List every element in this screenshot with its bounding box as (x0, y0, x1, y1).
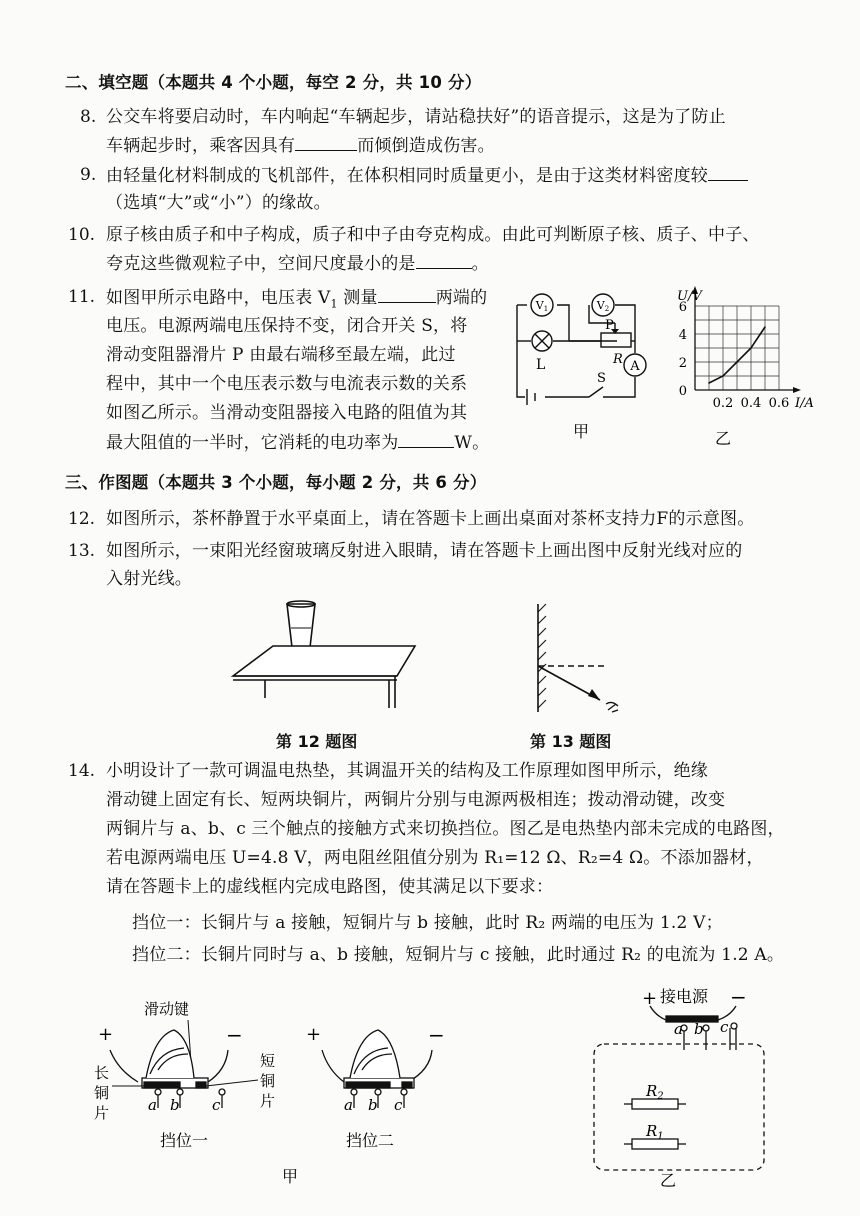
minus-right-1: − (226, 1023, 243, 1047)
section3-heading: 三、作图题（本题共 3 个小题，每小题 2 分，共 6 分） (65, 473, 487, 492)
q10-text-b: 。 (471, 254, 489, 274)
fig13-mirror-ray (520, 600, 640, 720)
y-tick-label: 4 (678, 328, 687, 343)
q10-number: 10. (68, 225, 96, 245)
b-label-2: b (368, 1096, 378, 1114)
svg-text:铜: 铜 (94, 1084, 110, 1102)
q11-text-b: 测量 (337, 288, 378, 308)
q11-ui-chart (655, 272, 814, 450)
lamp-label: L (536, 357, 546, 373)
gear2-label: 挡位二 (346, 1131, 395, 1150)
q14-line5: 请在答题卡上的虚线框内完成电路图，使其满足以下要求： (106, 877, 554, 897)
ammeter-label: A (630, 359, 640, 374)
q13-line2: 入射光线。 (106, 569, 192, 589)
q14-number: 14. (68, 761, 96, 781)
q8-line2 (106, 134, 495, 157)
q13-number: 13. (68, 541, 96, 561)
q12-number: 12. (68, 509, 96, 529)
rheostat-label: R (613, 352, 623, 367)
q11-line2: 电压。电源两端电压保持不变，闭合开关 S，将 (106, 316, 468, 336)
power-label: 接电源 (660, 987, 709, 1006)
slide-key-label: 滑动键 (144, 1000, 190, 1018)
q10-line2 (106, 252, 489, 275)
fig12-table-cup (225, 598, 425, 718)
q10-answer-blank[interactable] (416, 252, 472, 269)
series-point (736, 361, 738, 363)
q11-answer-blank-2[interactable] (398, 431, 454, 448)
slider-label: P (605, 318, 614, 333)
a-label-2: a (344, 1096, 353, 1114)
a-label-yi: a (674, 1020, 683, 1038)
fig-jia-caption: 甲 (573, 422, 590, 441)
q10-text-a: 夸克这些微观粒子中，空间尺度最小的是 (106, 254, 416, 274)
y-tick-label: 6 (678, 300, 687, 315)
plus-left-2: + (306, 1024, 322, 1045)
q11-text-a: 如图甲所示电路中，电压表 V (106, 288, 331, 308)
q9-number: 9. (80, 165, 97, 185)
x-tick-label: 0.6 (768, 396, 790, 411)
q9-answer-blank[interactable] (708, 164, 748, 181)
long-plate-label (94, 1064, 109, 1122)
gear1-switch (110, 1030, 228, 1108)
short-plate-label (260, 1052, 275, 1110)
x-tick-label: 0.4 (740, 396, 762, 411)
q11-sub: 1 (330, 297, 338, 311)
q8-text-a: 车辆起步时，乘客因具有 (106, 136, 296, 156)
svg-text:长: 长 (94, 1064, 110, 1082)
q14-line3: 两铜片与 a、b、c 三个触点的接触方式来切换挡位。图乙是电热垫内部未完成的电路图， (106, 819, 785, 839)
series-point (750, 347, 752, 349)
q11-line6 (106, 431, 489, 454)
b-label-1: b (170, 1096, 180, 1114)
q11-text-6b: W。 (454, 433, 490, 453)
eye-icon (606, 702, 618, 712)
q14-line2: 滑动键上固定有长、短两块铜片，两铜片分别与电源两极相连；拨动滑动键，改变 (106, 790, 726, 810)
q8-text-b: 而倾倒造成伤害。 (357, 136, 495, 156)
fig14-caption-yi: 乙 (660, 1171, 677, 1190)
svg-text:片: 片 (94, 1104, 110, 1122)
q12-line1: 如图所示，茶杯静置于水平桌面上，请在答题卡上画出桌面对茶杯支持力F的示意图。 (106, 509, 755, 529)
q11-text-c: 两端的 (435, 288, 488, 308)
q11-answer-blank-1[interactable] (378, 286, 436, 303)
svg-text:铜: 铜 (260, 1072, 276, 1090)
q14-line1: 小明设计了一款可调温电热垫，其调温开关的结构及工作原理如图甲所示，绝缘 (106, 761, 708, 781)
fig14-circuit-figure (580, 980, 780, 1192)
plus-left-1: + (98, 1024, 114, 1045)
minus-right-2: − (428, 1023, 445, 1047)
y-axis-label: U/V (677, 289, 702, 304)
q9-line2: （选填“大”或“小”）的缘故。 (106, 193, 331, 213)
x-axis-arrow (793, 387, 801, 393)
x-axis-label: I/A (795, 396, 814, 411)
q11-line1 (106, 286, 487, 315)
fig12-caption: 第 12 题图 (276, 732, 358, 751)
q8-line1: 公交车将要启动时，车内响起“车辆起步，请站稳扶好”的语音提示，这是为了防止 (106, 107, 726, 127)
series-point (764, 326, 766, 328)
svg-text:短: 短 (260, 1052, 276, 1070)
r1-sub: 1 (657, 1131, 664, 1142)
x-tick-label: 0.2 (712, 396, 734, 411)
q9-line1 (106, 164, 748, 187)
c-label-1: c (212, 1096, 221, 1114)
q11-line3: 滑动变阻器滑片 P 由最右端移至最左端，此过 (106, 345, 456, 365)
r2-sub: 2 (657, 1091, 664, 1102)
c-label-2: c (394, 1096, 403, 1114)
b-label-yi: b (694, 1020, 704, 1038)
r2-label: $R_2$ (646, 1082, 664, 1102)
svg-text:片: 片 (260, 1092, 276, 1110)
c-label-yi: c (720, 1018, 729, 1036)
minus-label-yi: − (730, 985, 747, 1009)
q14-line7: 挡位二：长铜片同时与 a、b 接触，短铜片与 c 接触，此时通过 R₂ 的电流为 1.2 A。 (132, 945, 785, 965)
switch-label: S (597, 371, 606, 386)
fig14-caption-jia: 甲 (282, 1167, 299, 1186)
plus-label-yi: + (642, 988, 658, 1009)
fig14-switch-figure (88, 990, 468, 1190)
fig-yi-caption: 乙 (715, 429, 732, 448)
q8-number: 8. (80, 107, 97, 127)
y-tick-label: 0 (678, 384, 687, 399)
v1-label: V1 (535, 299, 549, 313)
q14-line4: 若电源两端电压 U=4.8 V，两电阻丝阻值分别为 R₁=12 Ω、R₂=4 Ω。不添加器材， (106, 848, 764, 868)
q9-text-a: 由轻量化材料制成的飞机部件，在体积相同时质量更小，是由于这类材料密度较 (106, 166, 708, 186)
gear1-label: 挡位一 (160, 1131, 209, 1150)
q13-line1: 如图所示，一束阳光经窗玻璃反射进入眼睛，请在答题卡上画出图中反射光线对应的 (106, 541, 743, 561)
series-point (708, 382, 710, 384)
section2-heading: 二、填空题（本题共 4 个小题，每空 2 分，共 10 分） (65, 73, 482, 92)
v2-label: V2 (596, 299, 610, 313)
y-tick-label: 2 (678, 356, 687, 371)
q8-answer-blank[interactable] (295, 134, 357, 151)
q11-line5: 如图乙所示。当滑动变阻器接入电路的阻值为其 (106, 403, 468, 423)
q10-line1: 原子核由质子和中子构成，质子和中子由夸克构成。由此可判断原子核、质子、中子、 (106, 225, 760, 245)
q14-line6: 挡位一：长铜片与 a 接触，短铜片与 b 接触，此时 R₂ 两端的电压为 1.2 V； (132, 913, 723, 933)
q11-number: 11. (68, 287, 96, 307)
q11-circuit-figure (505, 285, 655, 445)
q11-line4: 程中，其中一个电压表示数与电流表示数的关系 (106, 374, 468, 394)
series-point (722, 375, 724, 377)
a-label-1: a (148, 1096, 157, 1114)
fig13-caption: 第 13 题图 (530, 732, 612, 751)
q11-text-6a: 最大阻值的一半时，它消耗的电功率为 (106, 433, 399, 453)
r1-label: $R_1$ (646, 1122, 664, 1142)
